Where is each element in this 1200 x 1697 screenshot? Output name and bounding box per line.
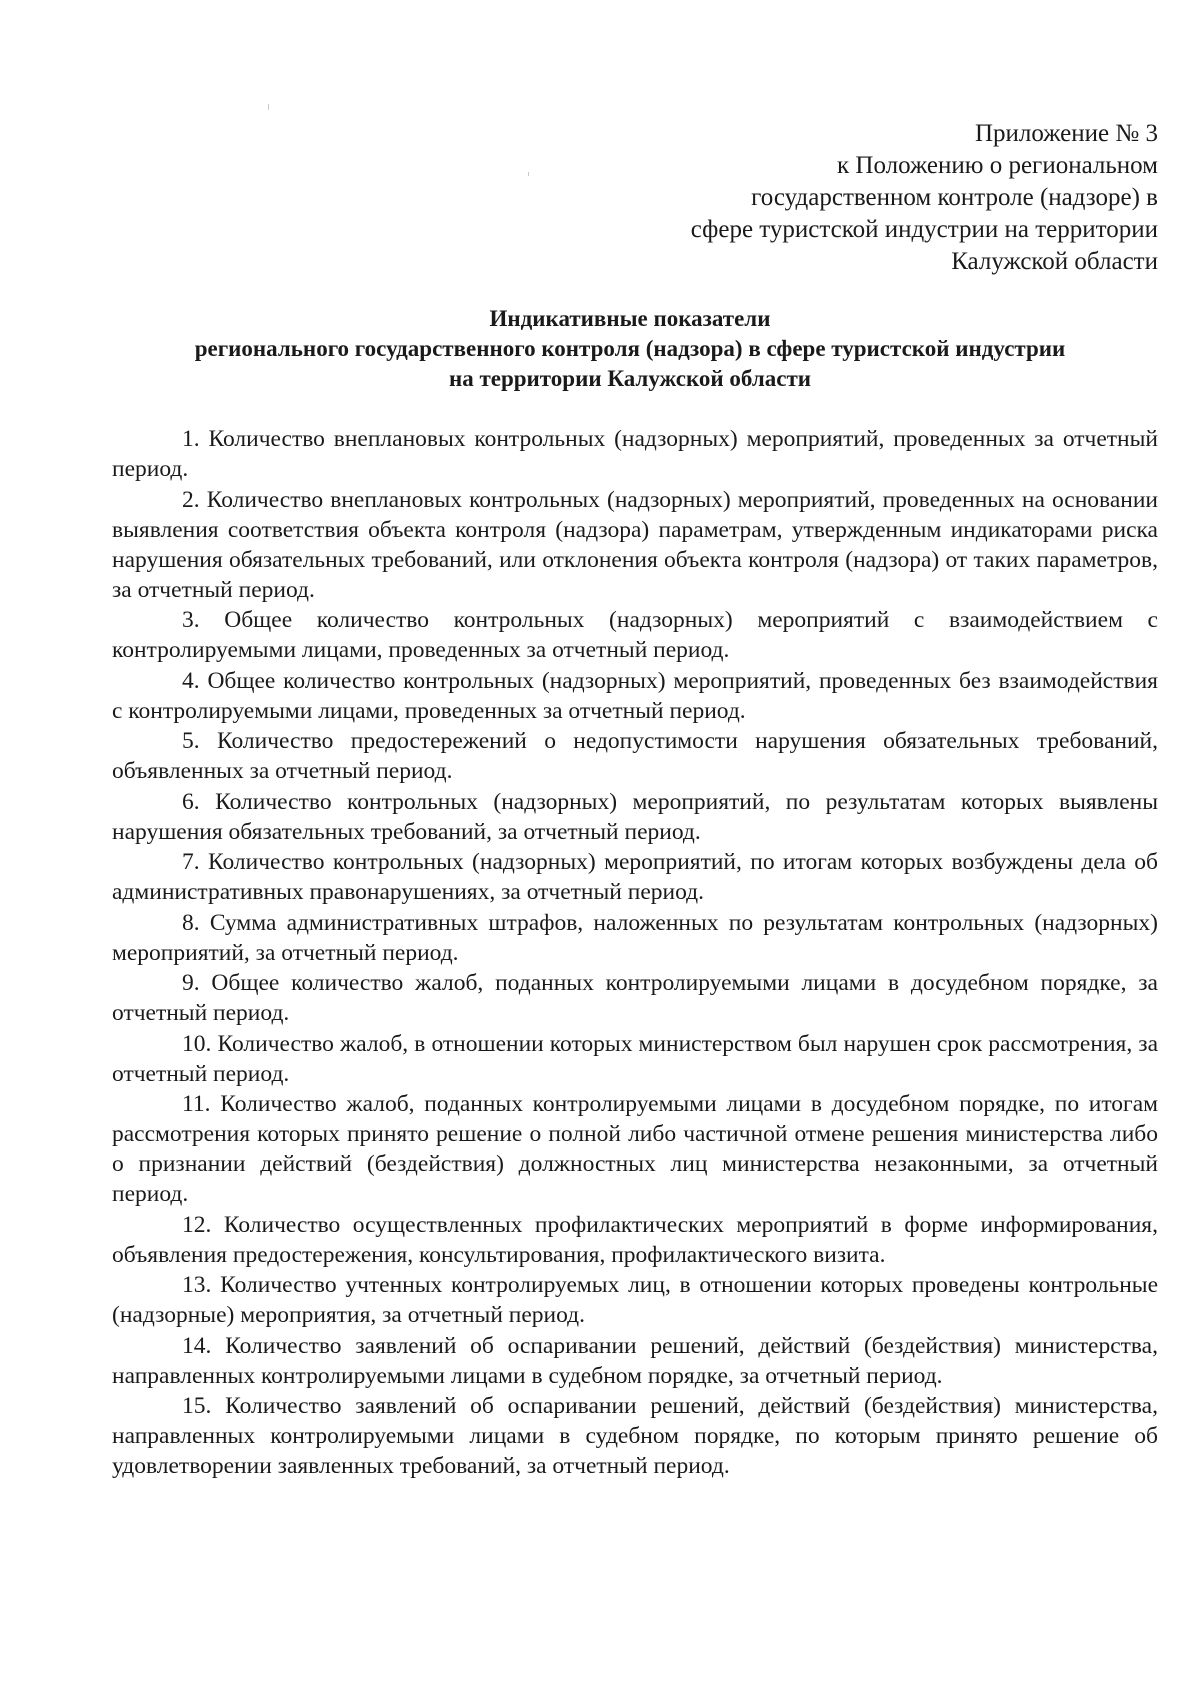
title-line: регионального государственного контроля (надзора) в сфере туристской индустрии [194, 336, 1066, 361]
indicator-item: 13. Количество учтенных контролируемых лиц, в отношении которых проведены контрольные (надзорные) мероприятия, за отчетный период. [112, 1272, 1158, 1328]
indicator-item: 15. Количество заявлений об оспаривании решений, действий (бездействия) министерства, направленных контролируемыми лицами в судебном порядке, по которым принято решение об удовлетворении заявленных требований, за отчетный период. [112, 1393, 1158, 1479]
indicator-item: 2. Количество внеплановых контрольных (надзорных) мероприятий, проведенных на основании выявления соответствия объекта контроля (надзора) параметрам, утвержденным индикаторами риска нарушения обязательных требований, или отклонения объекта контроля (надзора) от таких параметров, за отчетный период. [112, 486, 1158, 603]
appendix-line: Приложение № 3 [974, 120, 1158, 147]
document-title [100, 304, 1160, 394]
scan-mark [528, 172, 529, 176]
appendix-line: к Положению о региональном [837, 152, 1158, 179]
indicator-item: 5. Количество предостережений о недопустимости нарушения обязательных требований, объявленных за отчетный период. [112, 728, 1158, 784]
indicator-list [112, 424, 1158, 1482]
appendix-line: сфере туристской индустрии на территории [690, 216, 1158, 243]
title-line: на территории Калужской области [448, 366, 812, 391]
indicator-item: 4. Общее количество контрольных (надзорных) мероприятий, проведенных без взаимодействия с контролируемыми лицами, проведенных за отчетный период. [112, 667, 1158, 724]
indicator-item: 1. Количество внеплановых контрольных (надзорных) мероприятий, проведенных за отчетный период. [112, 426, 1158, 482]
indicator-item: 6. Количество контрольных (надзорных) мероприятий, по результатам которых выявлены нарушения обязательных требований, за отчетный период. [112, 788, 1158, 845]
indicator-item: 10. Количество жалоб, в отношении которых министерством был нарушен срок рассмотрения, за отчетный период. [112, 1030, 1158, 1087]
indicator-item: 3. Общее количество контрольных (надзорных) мероприятий с взаимодействием с контролируемыми лицами, проведенных за отчетный период. [112, 607, 1158, 663]
indicator-item: 7. Количество контрольных (надзорных) мероприятий, по итогам которых возбуждены дела об административных правонарушениях, за отчетный период. [112, 849, 1158, 905]
indicator-item: 8. Сумма административных штрафов, наложенных по результатам контрольных (надзорных) мероприятий, за отчетный период. [112, 909, 1158, 966]
appendix-header [691, 118, 1158, 278]
scan-mark [268, 104, 269, 110]
appendix-line: государственном контроле (надзоре) в [751, 184, 1158, 211]
title-line: Индикативные показатели [489, 306, 771, 331]
indicator-item: 9. Общее количество жалоб, поданных контролируемыми лицами в досудебном порядке, за отчетный период. [112, 970, 1158, 1026]
appendix-line: Калужской области [951, 248, 1158, 275]
indicator-item: 14. Количество заявлений об оспаривании решений, действий (бездействия) министерства, направленных контролируемыми лицами в судебном порядке, за отчетный период. [112, 1332, 1158, 1389]
indicator-item: 11. Количество жалоб, поданных контролируемыми лицами в досудебном порядке, по итогам рассмотрения которых принято решение о полной либо частичной отмене решения министерства либо о признании действий (бездействия) должностных лиц министерства незаконными, за отчетный период. [112, 1091, 1158, 1207]
indicator-item: 12. Количество осуществленных профилактических мероприятий в форме информирования, объявления предостережения, консультирования, профилактического визита. [112, 1211, 1158, 1268]
